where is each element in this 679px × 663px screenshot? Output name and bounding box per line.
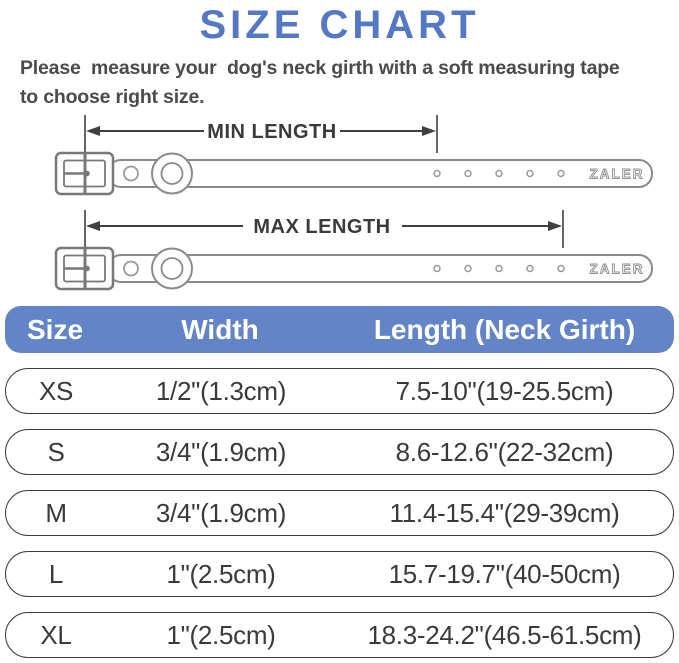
brand-text: ZALER: [589, 166, 645, 182]
header-cell-length: Length (Neck Girth): [373, 313, 636, 345]
collar-diagram-min: [0, 113, 679, 208]
cell-width: 3/4"(1.9cm): [155, 497, 287, 528]
cell-size: XS: [38, 375, 74, 406]
table-row: [5, 551, 674, 597]
cell-length: 15.7-19.7"(40-50cm): [388, 558, 621, 589]
collar-illustration: [56, 153, 652, 194]
cell-length: 18.3-24.2"(46.5-61.5cm): [367, 619, 642, 650]
intro-line-1: Please measure your dog's neck girth with a soft measuring tape: [20, 57, 620, 79]
arrowhead-left-icon: [86, 221, 100, 231]
buckle-pin-tip: [84, 266, 90, 272]
arrowhead-right-icon: [548, 221, 562, 231]
cell-width: 3/4"(1.9cm): [155, 436, 287, 467]
cell-length: 8.6-12.6"(22-32cm): [395, 436, 614, 467]
table-row: [5, 490, 674, 536]
intro-line-2: to choose right size.: [20, 86, 205, 108]
strap-hole-large: [124, 262, 138, 276]
brand-text: ZALER: [589, 261, 645, 277]
cell-size: M: [45, 497, 67, 528]
table-row: [5, 368, 674, 414]
cell-length: 7.5-10"(19-25.5cm): [395, 375, 614, 406]
cell-size: L: [48, 558, 64, 589]
cell-length: 11.4-15.4"(29-39cm): [389, 497, 620, 528]
arrowhead-right-icon: [422, 126, 436, 136]
table-row: [5, 612, 674, 658]
collar-diagram-max: [0, 208, 679, 303]
intro-text: [20, 54, 620, 112]
header-cell-size: Size: [26, 313, 84, 345]
cell-width: 1"(2.5cm): [166, 619, 276, 650]
header-cell-width: Width: [181, 313, 259, 345]
table-header-row: [5, 306, 674, 353]
table-row: [5, 429, 674, 475]
cell-size: S: [47, 436, 65, 467]
max-length-label: MAX LENGTH: [253, 216, 391, 238]
cell-size: XL: [40, 619, 72, 650]
arrowhead-left-icon: [86, 126, 100, 136]
collar-illustration: [56, 248, 652, 289]
buckle-pin-tip: [84, 171, 90, 177]
d-ring-hole: [162, 163, 183, 184]
d-ring-hole: [162, 258, 183, 279]
size-table: [5, 306, 674, 658]
strap-hole-large: [124, 167, 138, 181]
cell-width: 1/2"(1.3cm): [155, 375, 287, 406]
cell-width: 1"(2.5cm): [166, 558, 276, 589]
min-length-label: MIN LENGTH: [207, 121, 337, 143]
page-title: SIZE CHART: [199, 3, 480, 47]
